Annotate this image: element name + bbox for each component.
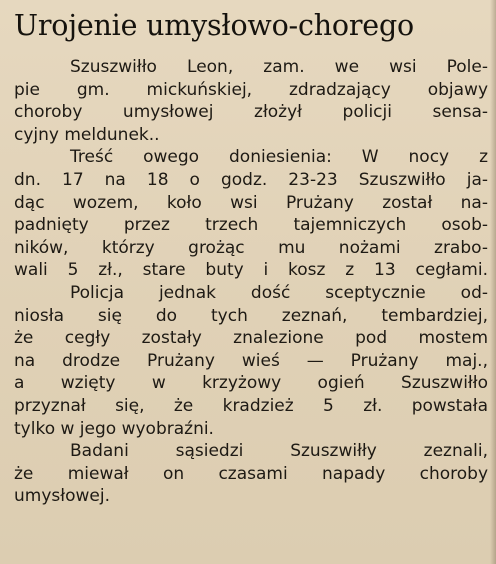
article-line: pie gm. mickuńskiej, zdradzający objawy: [14, 79, 488, 100]
article-line: przyznał się, że kradzież 5 zł. powstała: [14, 395, 488, 416]
article-line: Treść owego doniesienia: W nocy z: [70, 147, 488, 168]
article-line: padnięty przez trzech tajemniczych osob-: [14, 215, 488, 236]
article-body: [14, 56, 488, 508]
article-title: Urojenie umysłowo-chorego: [14, 9, 414, 42]
article-line: umysłowej.: [14, 486, 110, 507]
article-line: tylko w jego wyobraźni.: [14, 418, 214, 439]
article-line: wali 5 zł., stare buty i kosz z 13 cegłami.: [14, 260, 488, 281]
article-line: Policja jednak dość sceptycznie od-: [70, 282, 488, 303]
article-line: na drodze Prużany wieś — Prużany maj.,: [14, 350, 488, 371]
article-line: Badani sąsiedzi Szuszwiłły zeznali,: [70, 441, 488, 462]
article-line: choroby umysłowej złożył policji sensa-: [14, 102, 488, 123]
article-line: cyjny meldunek..: [14, 124, 160, 145]
article-line: niosła się do tych zeznań, tembardziej,: [14, 305, 488, 326]
article-line: że cegły zostały znalezione pod mostem: [14, 328, 488, 349]
article-line: a wzięty w krzyżowy ogień Szuszwiłło: [14, 373, 488, 394]
article-line: dn. 17 na 18 o godz. 23-23 Szuszwiłło ja-: [14, 169, 488, 190]
article-line: że miewał on czasami napady choroby: [14, 463, 488, 484]
article-line: dąc wozem, koło wsi Prużany został na-: [14, 192, 488, 213]
article-line: Szuszwiłło Leon, zam. we wsi Pole-: [70, 57, 488, 77]
article-line: ników, którzy grożąc mu nożami zrabo-: [14, 237, 488, 258]
